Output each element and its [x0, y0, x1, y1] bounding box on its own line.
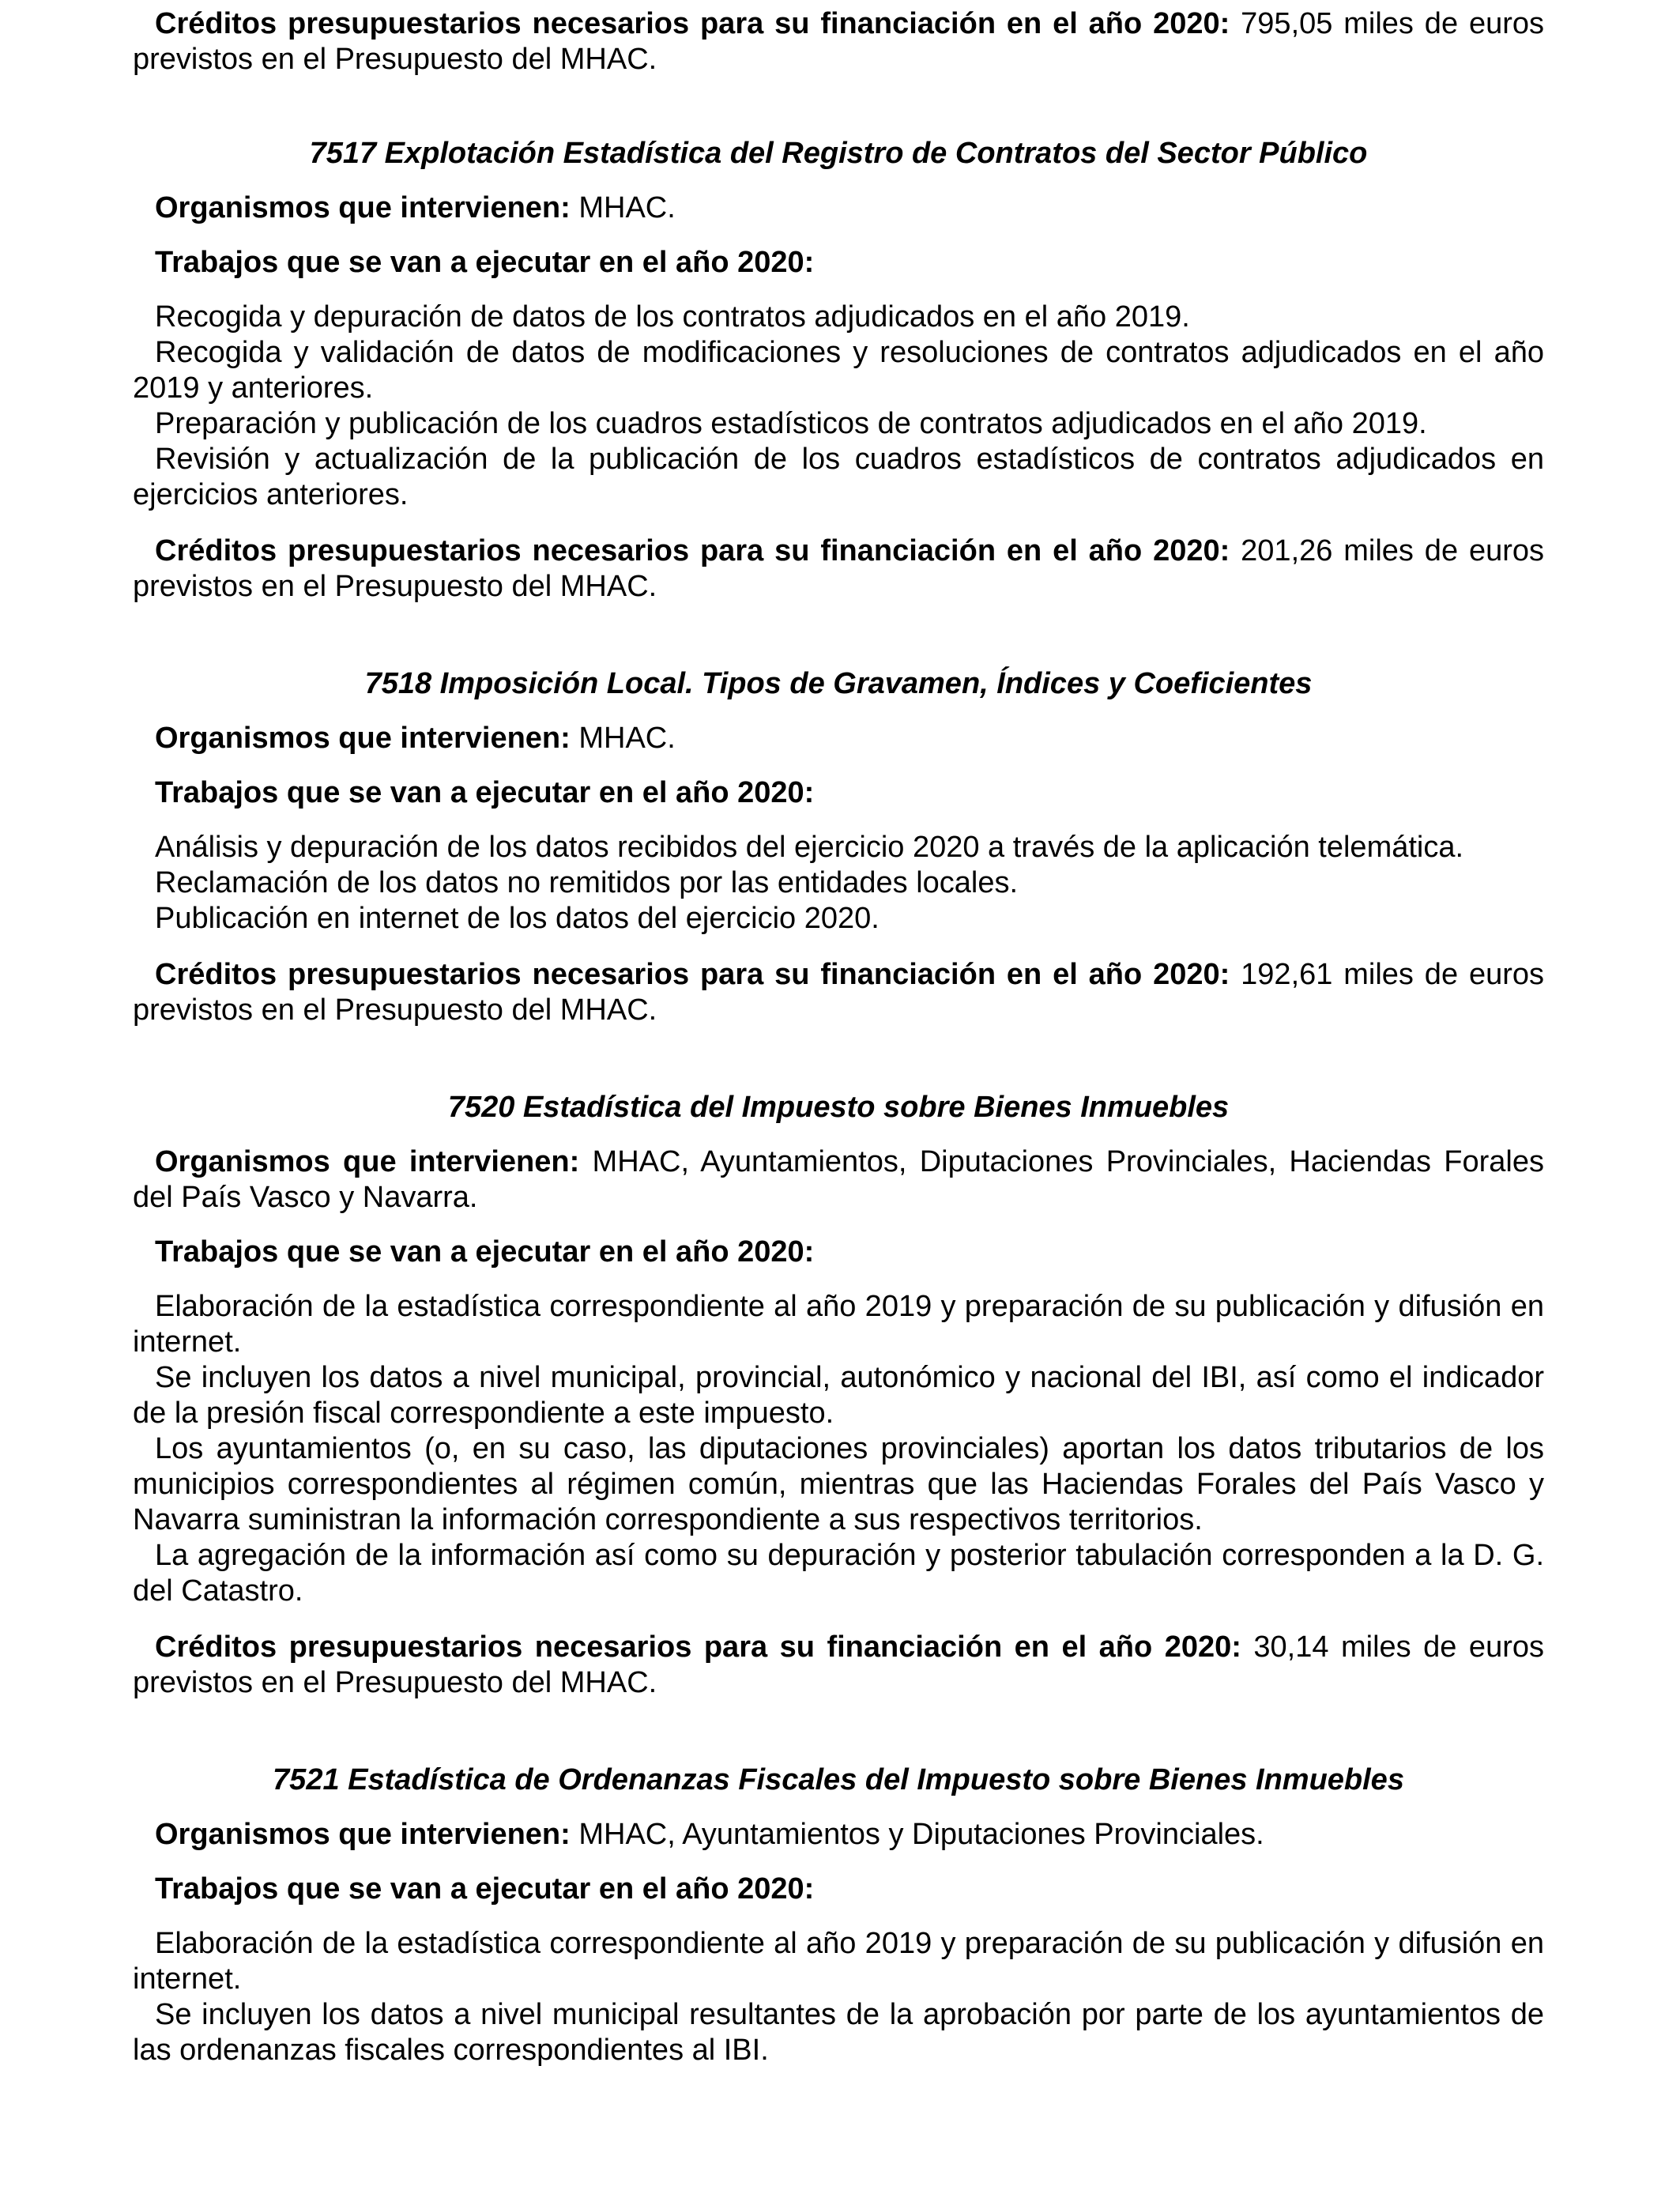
organismos-value: MHAC. [570, 722, 676, 755]
section-7520 [133, 1090, 1544, 1701]
trabajos-label: Trabajos que se van a ejecutar en el año 2020: [155, 246, 815, 279]
credits-label: Créditos presupuestarios necesarios para su financiación en el año 2020: [155, 958, 1230, 991]
document-page [133, 6, 1544, 2068]
task-list [133, 1926, 1544, 2068]
trabajos-label: Trabajos que se van a ejecutar en el año 2020: [155, 1235, 815, 1269]
task-item: Recogida y depuración de datos de los contratos adjudicados en el año 2019. [155, 300, 1190, 334]
organismos-value: MHAC, Ayuntamientos y Diputaciones Provinciales. [570, 1818, 1264, 1851]
task-item: Análisis y depuración de los datos recibidos del ejercicio 2020 a través de la aplicación telemática. [155, 831, 1464, 864]
task-item: Los ayuntamientos (o, en su caso, las diputaciones provinciales) aportan los datos tributarios de los municipios correspondientes al régimen común, mientras que las Haciendas Forales del País Vasco y Navarra suministran la información correspondiente a sus respectivos territorios. [133, 1432, 1544, 1536]
section-heading: 7518 Imposición Local. Tipos de Gravamen, Índices y Coeficientes [364, 667, 1313, 700]
credits-paragraph [133, 1630, 1544, 1701]
organismos-paragraph [133, 721, 1544, 756]
organismos-paragraph [133, 1144, 1544, 1216]
task-item: Preparación y publicación de los cuadros estadísticos de contratos adjudicados en el año 2019. [155, 407, 1427, 440]
section-7517 [133, 136, 1544, 605]
task-item: Elaboración de la estadística correspondiente al año 2019 y preparación de su publicación y difusión en internet. [133, 1927, 1544, 1996]
credits-label: Créditos presupuestarios necesarios para su financiación en el año 2020: [155, 7, 1230, 40]
trabajos-label: Trabajos que se van a ejecutar en el año 2020: [155, 1872, 815, 1906]
credits-value: 201,26 miles de euros previstos en el Presupuesto del MHAC. [133, 534, 1544, 603]
organismos-paragraph [133, 1817, 1544, 1853]
organismos-label: Organismos que intervienen: [155, 1818, 571, 1851]
intro-credits-paragraph [133, 6, 1544, 77]
credits-label: Créditos presupuestarios necesarios para su financiación en el año 2020: [155, 1630, 1241, 1664]
task-item: Revisión y actualización de la publicación de los cuadros estadísticos de contratos adjudicados en ejercicios anteriores. [133, 443, 1544, 511]
organismos-label: Organismos que intervienen: [155, 191, 571, 224]
section-heading: 7520 Estadística del Impuesto sobre Bienes Inmuebles [447, 1091, 1230, 1124]
organismos-value: MHAC, Ayuntamientos, Diputaciones Provinciales, Haciendas Forales del País Vasco y Navarra. [133, 1145, 1544, 1214]
credits-value: 192,61 miles de euros previstos en el Presupuesto del MHAC. [133, 958, 1544, 1027]
task-item: La agregación de la información así como su depuración y posterior tabulación corresponden a la D. G. del Catastro. [133, 1539, 1544, 1608]
section-7521 [133, 1762, 1544, 2068]
credits-value: 30,14 miles de euros previstos en el Presupuesto del MHAC. [133, 1630, 1544, 1699]
credits-paragraph [133, 533, 1544, 605]
task-item: Recogida y validación de datos de modificaciones y resoluciones de contratos adjudicados en el año 2019 y anteriores. [133, 336, 1544, 405]
credits-paragraph [133, 957, 1544, 1028]
organismos-value: MHAC. [570, 191, 676, 224]
task-item: Se incluyen los datos a nivel municipal resultantes de la aprobación por parte de los ayuntamientos de las ordenanzas fiscales correspondientes al IBI. [133, 1998, 1544, 2067]
task-item: Elaboración de la estadística correspondiente al año 2019 y preparación de su publicación y difusión en internet. [133, 1290, 1544, 1359]
organismos-paragraph [133, 190, 1544, 226]
task-item: Publicación en internet de los datos del ejercicio 2020. [155, 902, 880, 935]
task-item: Reclamación de los datos no remitidos por las entidades locales. [155, 866, 1019, 899]
credits-value: 795,05 miles de euros previstos en el Presupuesto del MHAC. [133, 7, 1544, 76]
task-list [133, 830, 1544, 937]
task-list [133, 300, 1544, 513]
section-heading: 7517 Explotación Estadística del Registro de Contratos del Sector Público [309, 137, 1368, 170]
trabajos-label: Trabajos que se van a ejecutar en el año 2020: [155, 776, 815, 809]
task-item: Se incluyen los datos a nivel municipal, provincial, autonómico y nacional del IBI, así como el indicador de la presión fiscal correspondiente a este impuesto. [133, 1361, 1544, 1430]
organismos-label: Organismos que intervienen: [155, 722, 571, 755]
credits-label: Créditos presupuestarios necesarios para su financiación en el año 2020: [155, 534, 1230, 567]
task-list [133, 1289, 1544, 1609]
section-heading: 7521 Estadística de Ordenanzas Fiscales del Impuesto sobre Bienes Inmuebles [273, 1763, 1404, 1796]
organismos-label: Organismos que intervienen: [155, 1145, 580, 1178]
section-7518 [133, 666, 1544, 1028]
